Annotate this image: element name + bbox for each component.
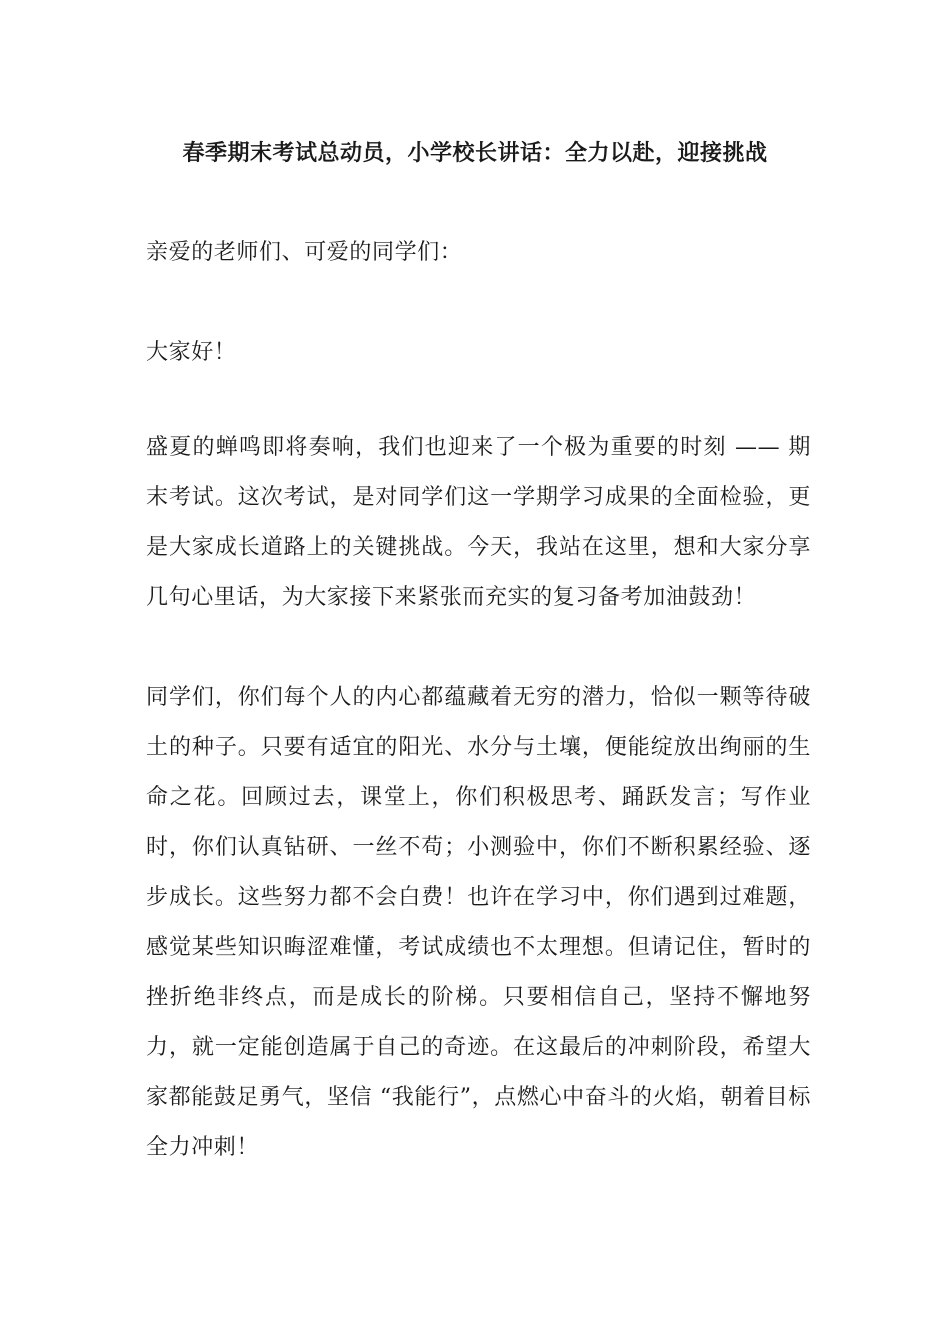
salutation: 亲爱的老师们、可爱的同学们： bbox=[146, 240, 463, 265]
body-paragraph-1: 盛夏的蝉鸣即将奏响，我们也迎来了一个极为重要的时刻 —— 期末考试。这次考试，是对同学们这一学期学习成果的全面检验，更是大家成长道路上的关键挑战。今天，我站在这里，想和大家分享几句心里话，为大家接下来紧张而充实的复习备考加油鼓劲！ bbox=[146, 435, 811, 610]
document-title: 春季期末考试总动员，小学校长讲话：全力以赴，迎接挑战 bbox=[182, 140, 768, 166]
body-paragraph-2: 同学们，你们每个人的内心都蕴藏着无穷的潜力，恰似一颗等待破土的种子。只要有适宜的阳光、水分与土壤，便能绽放出绚丽的生命之花。回顾过去，课堂上，你们积极思考、踊跃发言；写作业时，你们认真钻研、一丝不苟；小测验中，你们不断积累经验、逐步成长。这些努力都不会白费！也许在学习中，你们遇到过难题，感觉某些知识晦涩难懂，考试成绩也不太理想。但请记住，暂时的挫折绝非终点，而是成长的阶梯。只要相信自己，坚持不懈地努力，就一定能创造属于自己的奇迹。在这最后的冲刺阶段，希望大家都能鼓足勇气，坚信 “我能行”，点燃心中奋斗的火焰，朝着目标全力冲刺！ bbox=[146, 685, 811, 1160]
greeting: 大家好！ bbox=[146, 340, 237, 365]
